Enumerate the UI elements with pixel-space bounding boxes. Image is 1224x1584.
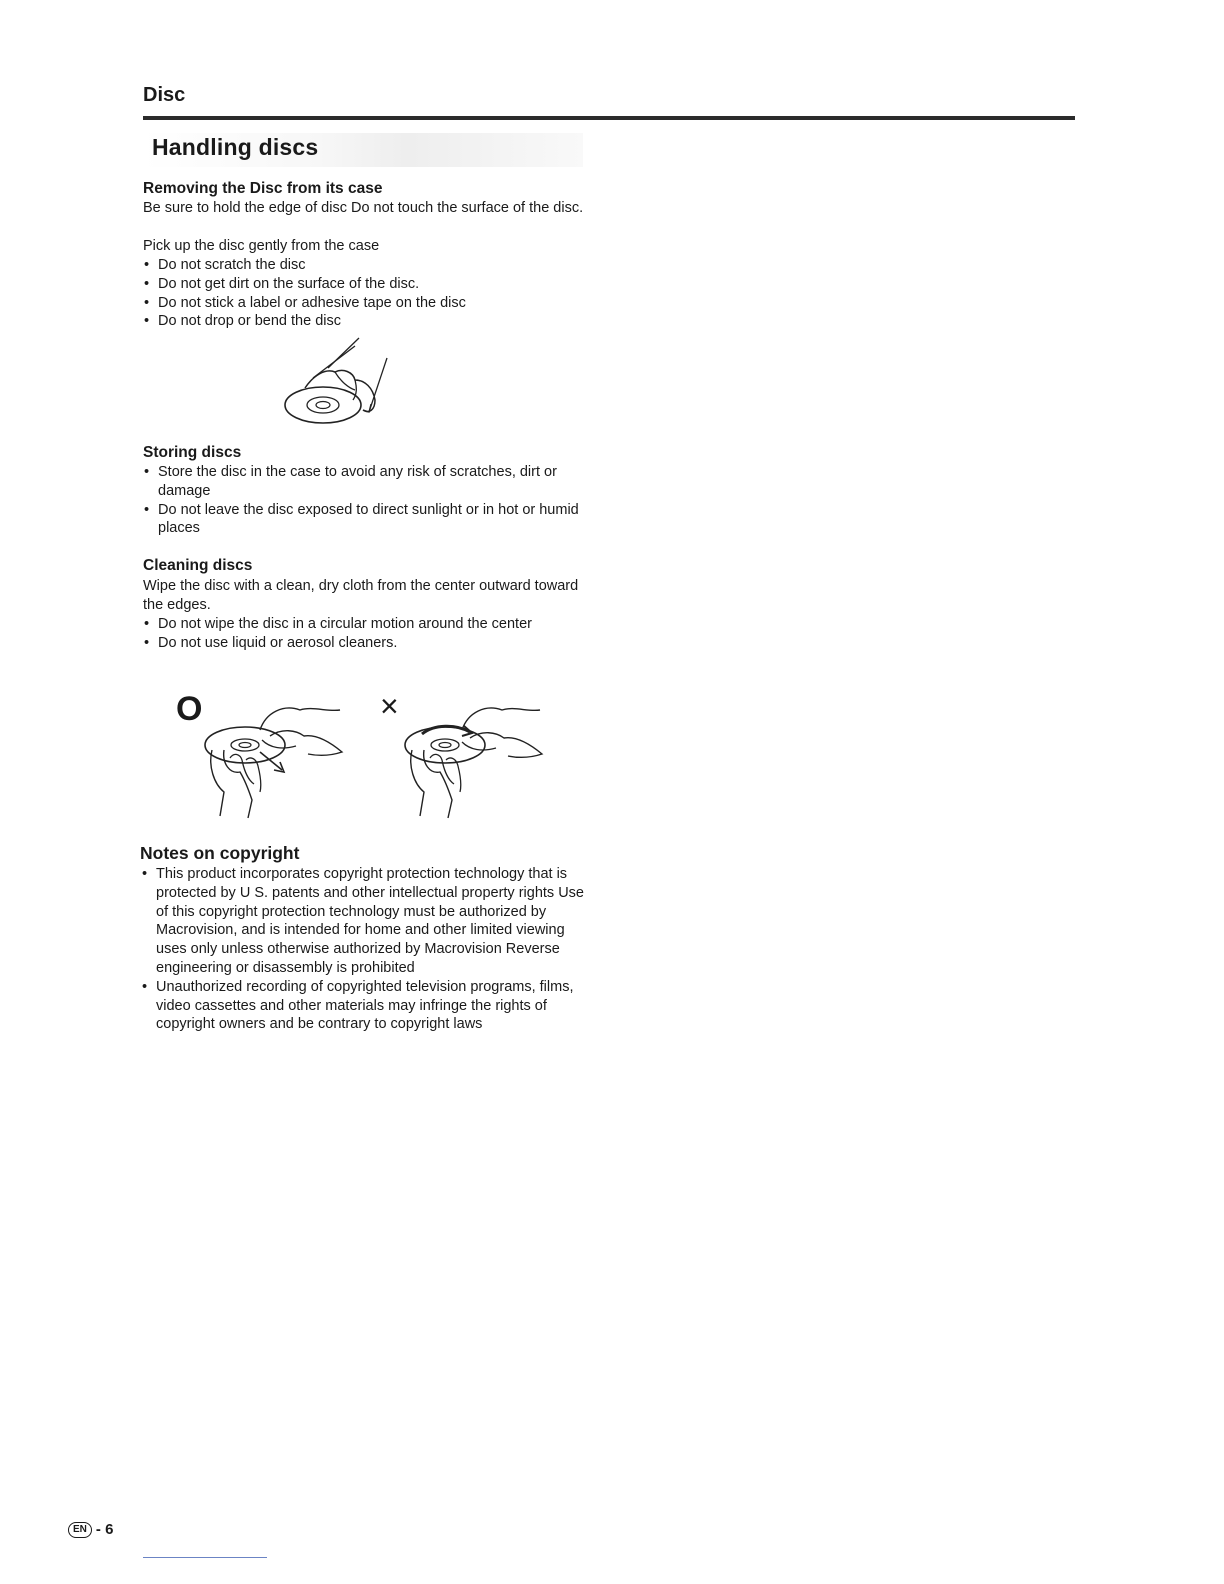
section-label: Disc <box>143 84 186 106</box>
list-item: • Do not wipe the disc in a circular motion around the center <box>143 615 553 634</box>
wrong-mark: × <box>380 688 399 724</box>
list-item: • Do not leave the disc exposed to direct sunlight or in hot or humid places <box>143 501 583 539</box>
footer-divider <box>143 1557 267 1558</box>
list-item: • Do not get dirt on the surface of the disc. <box>143 275 593 294</box>
correct-wiping-illustration <box>200 700 350 820</box>
page-number-text: - 6 <box>95 1521 114 1538</box>
wrong-wiping-illustration <box>400 700 550 820</box>
copyright-heading: Notes on copyright <box>140 843 300 863</box>
cleaning-heading: Cleaning discs <box>143 557 253 574</box>
cleaning-bullets <box>143 615 553 653</box>
header-rule <box>143 116 1075 120</box>
correct-mark: O <box>176 690 203 728</box>
list-item: • Do not stick a label or adhesive tape on the disc <box>143 294 593 313</box>
hand-holding-disc-illustration <box>283 338 393 428</box>
page-number <box>68 1521 113 1538</box>
storing-bullets <box>143 463 583 538</box>
removing-heading: Removing the Disc from its case <box>143 180 383 197</box>
removing-paragraph-2: Pick up the disc gently from the case <box>143 238 380 254</box>
list-item: • This product incorporates copyright protection technology that is protected by U S. patents and other intellectual property rights Use of this copyright protection technology must be authorized by Macrovision, and is intended for home and other limited viewing uses only unless otherwise authorized by Macrovision Reverse engineering or disassembly is prohibited <box>141 865 596 978</box>
list-item: • Do not drop or bend the disc <box>143 312 593 331</box>
list-item: • Do not use liquid or aerosol cleaners. <box>143 634 553 653</box>
list-item: • Do not scratch the disc <box>143 256 593 275</box>
language-badge: EN <box>68 1522 92 1538</box>
removing-bullets <box>143 256 593 331</box>
page-title: Handling discs <box>152 134 319 160</box>
copyright-bullets <box>141 865 596 1034</box>
cleaning-paragraph: Wipe the disc with a clean, dry cloth from the center outward toward the edges. <box>143 578 579 613</box>
storing-heading: Storing discs <box>143 444 242 461</box>
removing-paragraph-1: Be sure to hold the edge of disc Do not touch the surface of the disc. <box>143 200 584 216</box>
list-item: • Unauthorized recording of copyrighted television programs, films, video cassettes and other materials may infringe the rights of copyright owners and be contrary to copyright laws <box>141 978 596 1034</box>
list-item: • Store the disc in the case to avoid any risk of scratches, dirt or damage <box>143 463 583 501</box>
